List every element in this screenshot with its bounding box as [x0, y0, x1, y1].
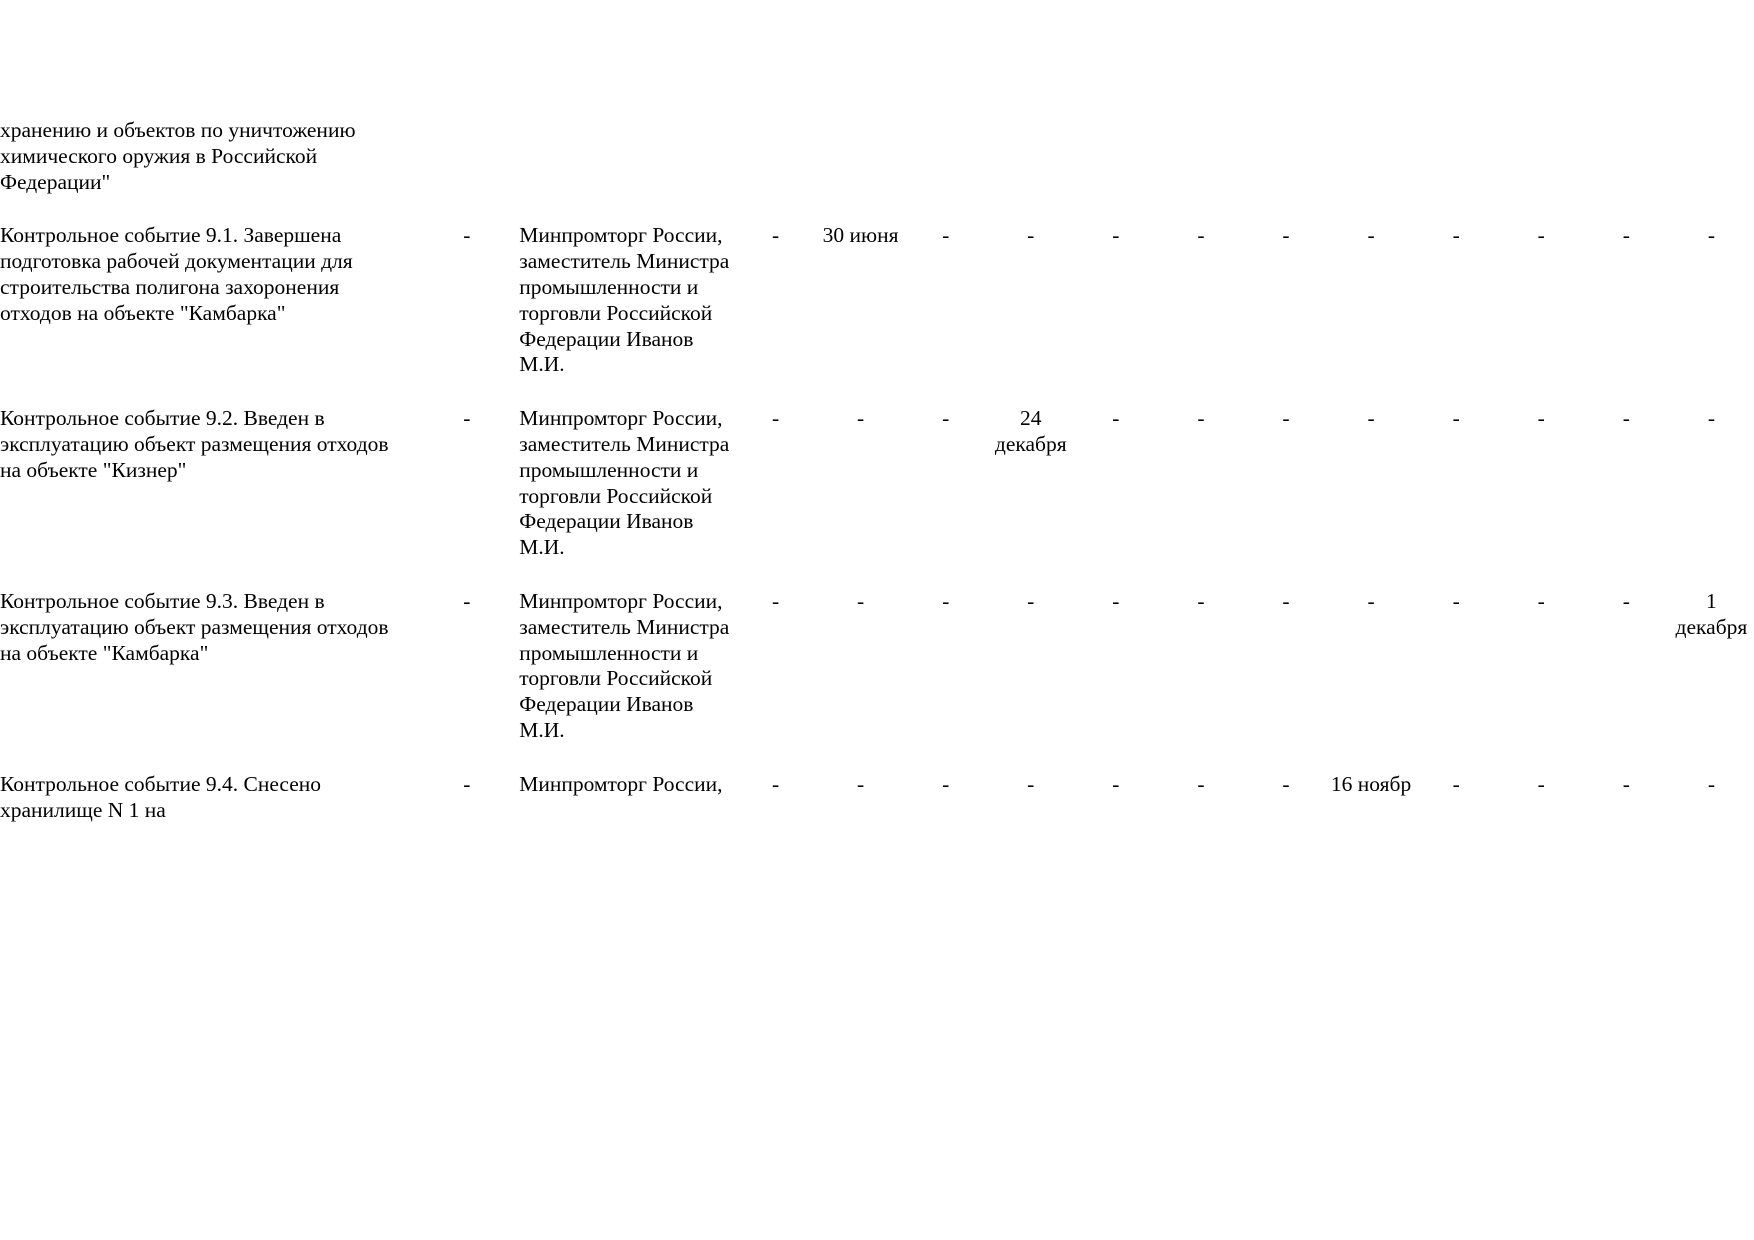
event-code: - [463, 588, 471, 613]
empty-cell [1414, 118, 1499, 195]
period-cell: - [1197, 771, 1205, 796]
table-row [0, 223, 1754, 378]
period-cell: - [1622, 771, 1630, 796]
table-row-continuation [0, 118, 1754, 195]
spacer-cell [0, 744, 1754, 772]
period-cell: - [857, 771, 865, 796]
table-row [0, 406, 1754, 561]
row-spacer [0, 744, 1754, 772]
responsible-party: Минпромторг России, заместитель Министра промышленности и торговли Российской Федерации Иванов М.И. [519, 406, 730, 560]
period-cell: - [1622, 406, 1630, 431]
spacer-cell [0, 378, 1754, 406]
period-cell: - [1197, 406, 1205, 431]
period-cell: - [771, 406, 780, 431]
period-cell: - [1707, 771, 1715, 796]
empty-cell [1499, 118, 1584, 195]
period-cell: - [1452, 771, 1460, 796]
period-cell: - [1282, 223, 1290, 248]
period-cell: - [1452, 588, 1460, 613]
empty-cell [988, 118, 1073, 195]
period-cell: - [1112, 588, 1120, 613]
period-cell: - [1027, 588, 1035, 613]
period-cell: - [1282, 588, 1290, 613]
period-cell: - [1112, 771, 1120, 796]
period-cell: - [1112, 406, 1120, 431]
period-cell: - [942, 771, 950, 796]
period-cell: - [1282, 771, 1290, 796]
period-cell: - [1112, 223, 1120, 248]
period-cell: - [1027, 771, 1035, 796]
event-name: Контрольное событие 9.4. Снесено хранилище N 1 на [0, 771, 322, 822]
spacer-cell [0, 561, 1754, 589]
period-cell: - [1367, 223, 1375, 248]
empty-cell [1158, 118, 1243, 195]
row-spacer [0, 561, 1754, 589]
period-cell: - [1282, 406, 1290, 431]
event-code: - [463, 406, 471, 431]
period-cell: - [771, 223, 780, 248]
period-cell: 1 декабря [1675, 588, 1748, 639]
period-cell: 16 ноябр [1330, 771, 1412, 796]
period-cell: - [1367, 588, 1375, 613]
empty-cell [1584, 118, 1669, 195]
responsible-party: Минпромторг России, заместитель Министра промышленности и торговли Российской Федерации Иванов М.И. [519, 223, 730, 377]
row-spacer [0, 378, 1754, 406]
empty-cell [1073, 118, 1158, 195]
spacer-cell [0, 195, 1754, 223]
period-cell: - [1197, 588, 1205, 613]
continuation-text: хранению и объектов по уничтожению химического оружия в Российской Федерации" [0, 118, 356, 194]
period-cell: - [1707, 223, 1715, 248]
period-cell: - [1622, 588, 1630, 613]
empty-cell [733, 118, 818, 195]
period-cell: - [1537, 223, 1545, 248]
period-cell: - [1452, 406, 1460, 431]
event-name: Контрольное событие 9.3. Введен в эксплуатацию объект размещения отходов на объекте "Камбарка" [0, 588, 389, 665]
period-cell: - [857, 588, 865, 613]
event-name: Контрольное событие 9.2. Введен в эксплуатацию объект размещения отходов на объекте "Кизнер" [0, 406, 389, 482]
period-cell: - [1027, 223, 1035, 248]
table-row [0, 589, 1754, 744]
period-cell: - [1537, 771, 1545, 796]
row-spacer [0, 195, 1754, 223]
period-cell: - [1197, 223, 1205, 248]
period-cell: - [1537, 588, 1545, 613]
period-cell: - [942, 406, 950, 431]
period-cell: - [1707, 406, 1715, 431]
period-cell: - [942, 223, 950, 248]
empty-cell [519, 118, 733, 195]
period-cell: 30 июня [822, 223, 899, 248]
empty-cell [903, 118, 988, 195]
schedule-table [0, 118, 1754, 823]
event-code: - [463, 223, 471, 248]
period-cell: - [771, 771, 780, 796]
period-cell: - [942, 588, 950, 613]
empty-cell [415, 118, 520, 195]
period-cell: - [857, 406, 865, 431]
empty-cell [1329, 118, 1414, 195]
period-cell: 24 декабря [994, 406, 1067, 456]
responsible-party: Минпромторг России, [519, 771, 723, 796]
period-cell: - [1452, 223, 1460, 248]
empty-cell [1669, 118, 1754, 195]
period-cell: - [771, 588, 780, 613]
event-name: Контрольное событие 9.1. Завершена подготовка рабочей документации для строительства полигона захоронения отходов на объекте "Камбарка" [0, 223, 353, 325]
table-row [0, 772, 1754, 824]
empty-cell [818, 118, 903, 195]
period-cell: - [1367, 406, 1375, 431]
event-code: - [463, 771, 471, 796]
responsible-party: Минпромторг России, заместитель Министра промышленности и торговли Российской Федерации Иванов М.И. [519, 588, 730, 742]
period-cell: - [1622, 223, 1630, 248]
empty-cell [1243, 118, 1328, 195]
period-cell: - [1537, 406, 1545, 431]
